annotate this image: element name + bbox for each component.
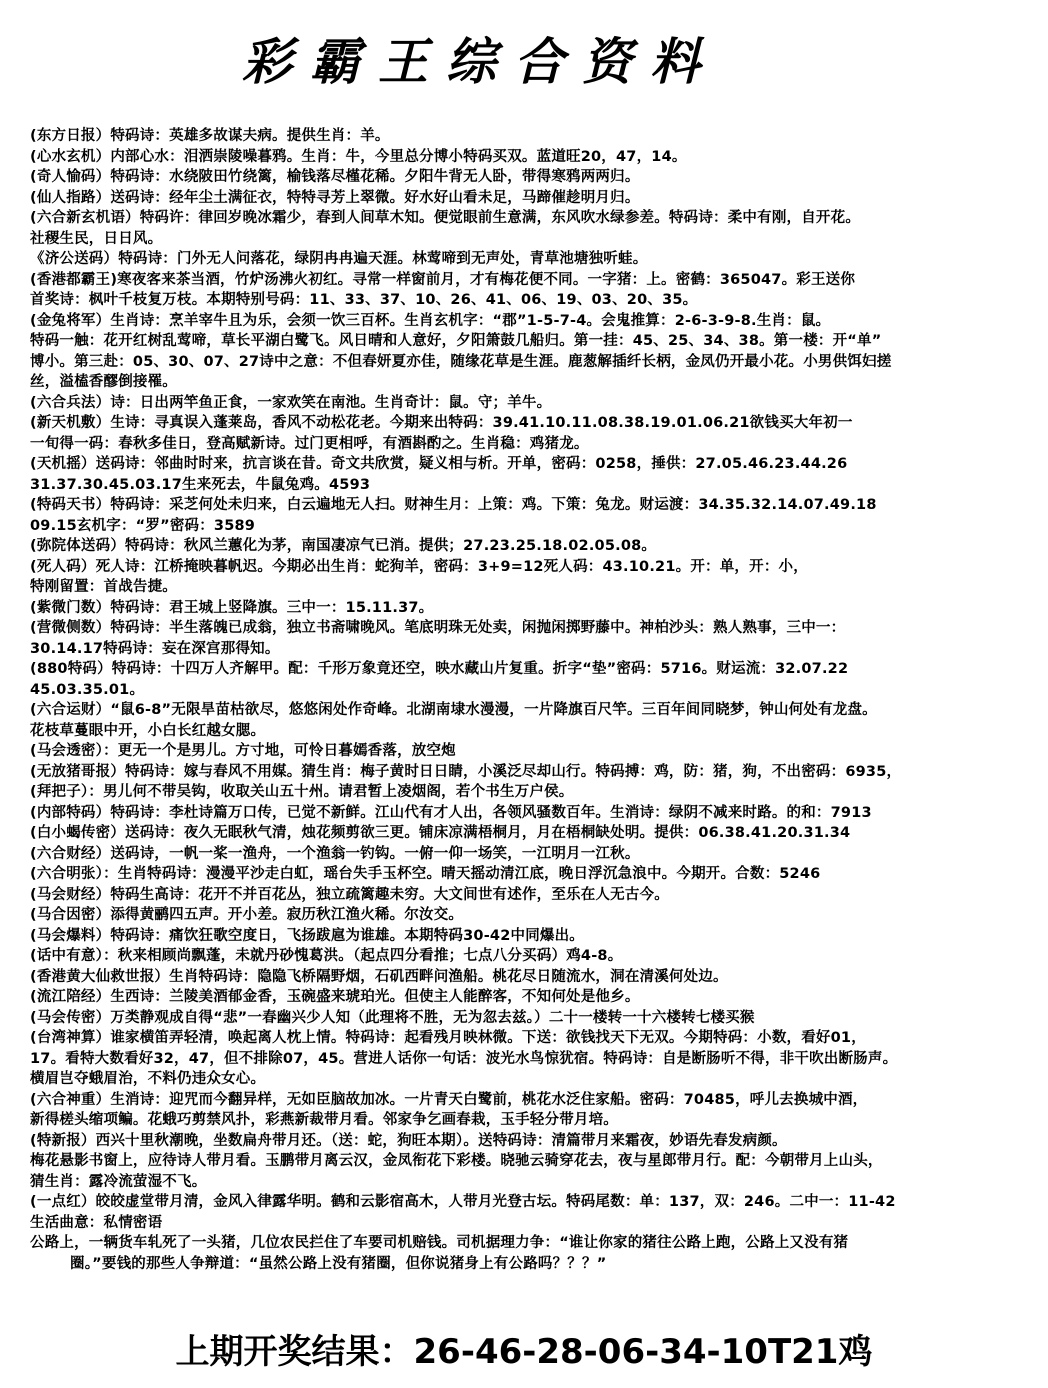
text-line: 17。看特大数看好32，47，但不排除07，45。营进人话你一句话：波光水鸟惊犹宿。特码诗：自是断肠听不得，非干吹出断肠声。 — [30, 1050, 898, 1067]
text-line: (拜把子）：男儿何不带吴钩，收取关山五十州。请君暂上凌烟阁，若个书生万户侯。 — [30, 784, 574, 800]
text-line: 公路上，一辆货车轧死了一头猪，几位农民拦住了车要司机赔钱。司机据理力争：“谁让你家的猪往公路上跑，公路上又没有猪 — [30, 1235, 849, 1251]
text-line: (马合因密）添得黄鹂四五声。开小差。寂历秋江渔火稀。尔汝交。 — [30, 907, 464, 923]
text-line: 博小。第三赴：05、30、07、27诗中之意：不但春妍夏亦佳，随缘花草是生涯。鹿葱解插纤长柄，金凤仍开最小花。小男供饵妇搓 — [30, 353, 892, 370]
text-line: (死人码）死人诗：江桥掩映暮帆迟。今期必出生肖：蛇狗羊，密码：3+9=12死人码：43.10.21。开：单，开：小， — [30, 558, 808, 575]
text-line: 新得槎头缩项鳊。花蛾巧剪禁风扑，彩燕新裁带月看。邻家争乞画春栽，玉手轻分带月培。 — [30, 1112, 618, 1128]
text-line: (六合兵法）诗：日出两竿鱼正食，一家欢笑在南池。生肖奇计：鼠。守；羊牛。 — [30, 394, 552, 411]
document-body — [30, 126, 1046, 1295]
text-line: (马会透密）：更无一个是男儿。方寸地，可怜日暮嫣香落，放空炮 — [30, 743, 456, 759]
last-draw-result: 上期开奖结果：26-46-28-06-34-10T21鸡 — [175, 1332, 873, 1372]
text-line: (马会爆料）特码诗：痛饮狂歌空度日，飞扬跋扈为谁雄。本期特码30-42中同爆出。 — [30, 927, 584, 944]
text-line: (弥院体送码）特码诗：秋风兰蕙化为茅，南国凄凉气已消。提供；27.23.25.18.02.05.08。 — [30, 538, 657, 554]
text-line: (特新报）西兴十里秋潮晚，坐数扁舟带月还。（送：蛇，狗旺本期）。送特码诗：清篇带月来霜夜，妙语先春发病颜。 — [30, 1132, 787, 1149]
text-line: (营微侧数）特码诗：半生落魄已成翁，独立书斋啸晚风。笔底明珠无处卖，闲抛闲掷野藤中。神柏沙头：熟人熟事，三中一： — [30, 620, 846, 636]
text-line: 丝，溢榼香醪倒接罹。 — [30, 374, 177, 390]
text-line: (东方日报）特码诗：英雄多故谋夫病。提供生肖：羊。 — [30, 128, 390, 144]
text-line: 45.03.35.01。 — [30, 681, 145, 698]
text-line: (六合财经）送码诗，一帆一桨一渔舟，一个渔翁一钓钩。一俯一仰一场笑，一江明月一江秋。 — [30, 845, 640, 862]
text-line: 特刚留置：首战告捷。 — [30, 579, 177, 595]
story-paragraph-line — [30, 1274, 1046, 1295]
text-line: (香港黄大仙救世报）生肖特码诗：隐隐飞桥隔野烟，石矶西畔问渔船。桃花尽日随流水，洞在清溪何处边。 — [30, 968, 728, 985]
text-line: (白小蝎传密）送码诗：夜久无眠秋气清，烛花频剪欲三更。铺床凉满梧桐月，月在梧桐缺处明。提供：06.38.41.20.31.34 — [30, 825, 851, 841]
text-line: (一点红）皎皎虚堂带月清，金风入律露华明。鹤和云影宿高木，人带月光登古坛。特码尾数：单：137，双：246。二中一：11-42 — [30, 1194, 896, 1210]
text-line: (六合新玄机语）特码许：律回岁晚冰霜少，春到人间草木知。便觉眼前生意满，东风吹水绿参差。特码诗：柔中有刚，自开花。 — [30, 210, 861, 226]
text-line: 一旬得一码：春秋多佳日，登高赋新诗。过门更相呼，有酒斟酌之。生肖稳：鸡猪龙。 — [30, 435, 589, 452]
text-line: 首奖诗：枫叶千枝复万枝。本期特别号码：11、33、37、10、26、41、06、19、03、20、35。 — [30, 292, 698, 308]
text-line: (新天机敷）生诗：寻真误入蓬莱岛，香风不动松花老。今期来出特码：39.41.10.11.08.38.19.01.06.21欲钱买大年初一 — [30, 415, 853, 431]
story-paragraph-line: 圈。”要钱的那些人争辩道：“虽然公路上没有猪圈，但你说猪身上有公路吗？？？” — [70, 1255, 607, 1272]
text-line: (仙人指路）送码诗：经年尘土满征衣，特特寻芳上翠微。好水好山看未足，马蹄催趁明月归。 — [30, 189, 640, 206]
text-line: 31.37.30.45.03.17生来死去，牛鼠兔鸡。4593 — [30, 476, 371, 493]
text-line: 横眉岂夺蛾眉治，不料仍违众女心。 — [30, 1071, 266, 1087]
text-line: (流江陪经）生西诗：兰陵美酒郁金香，玉碗盛来琥珀光。但使主人能醉客，不知何处是他乡。 — [30, 989, 640, 1005]
text-line: 30.14.17特码诗：妄在深宫那得知。 — [30, 640, 280, 657]
text-line: (内部特码）特码诗：李杜诗篇万口传，已觉不新鲜。江山代有才人出，各领风骚数百年。生消诗：绿阴不减来时路。的和：7913 — [30, 804, 872, 821]
text-line: (香港都霸王)寒夜客来茶当酒，竹炉汤沸火初红。寻常一样窗前月，才有梅花便不同。一字猪：上。密鹤：365047。彩王送你 — [30, 271, 856, 288]
text-line: 社稷生民，日日风。 — [30, 230, 163, 247]
text-line: (马会传密）万类静观成自得“悲”一春幽兴少人知（此理将不胜，无为忽去兹。）二十一楼转一十六楼转七楼买猴 — [30, 1009, 755, 1026]
text-line: (奇人愉码）特码诗：水绕陂田竹绕篱，榆钱落尽槿花稀。夕阳牛背无人卧，带得寒鸦两两归。 — [30, 169, 640, 185]
text-line: 梅花悬影书窗上，应待诗人带月看。玉鹏带月离云汉，金凤衔花下彩楼。晓驰云骑穿花去，夜与星郎带月行。配：今朝带月上山头， — [30, 1153, 883, 1169]
text-line: (马会财经）特码生高诗：花开不并百花丛，独立疏篱趣未穷。大文间世有述作，至乐在人无古今。 — [30, 886, 669, 903]
text-line: 《济公送码）特码诗：门外无人问落花，绿阴冉冉遍天涯。林莺啼到无声处，青草池塘独听蛙。 — [30, 251, 648, 267]
text-line: (心水玄机）内部心水：泪洒崇陵噪暮鸦。生肖：牛，今里总分博小特码买双。蓝道旺20，47，14。 — [30, 148, 687, 165]
page-title: 彩霸王综合资料 — [242, 32, 718, 91]
text-line: (880特码）特码诗：十四万人齐解甲。配：千形万象竟还空，映水藏山片复重。折字“垫”密码：5716。财运流：32.07.22 — [30, 661, 849, 677]
text-line: 09.15玄机字：“罗”密码：3589 — [30, 517, 256, 534]
text-line: (六合神重）生消诗：迎咒而今翻异样，无如臣脑故加冰。一片青天白鹭前，桃花水泛住家船。密码：70485，呼儿去换城中酒， — [30, 1091, 868, 1108]
text-line: 生活曲意：私情密语 — [30, 1214, 163, 1231]
text-line: (六合运财）“鼠6-8”无限旱苗枯欲尽，悠悠闲处作奇峰。北湖南埭水漫漫，一片降旗百尺竿。三百年间同晓梦，钟山何处有龙盘。 — [30, 702, 877, 718]
text-line: (六合明张）：生肖特码诗：漫漫平沙走白虹，瑶台失手玉杯空。晴天摇动清江底，晚日浮沉急浪中。今期开。合数：5246 — [30, 866, 821, 882]
text-line: (话中有意）：秋来相顾尚飘蓬，未就丹砂愧葛洪。（起点四分看推；七点八分买码）鸡4-8。 — [30, 948, 623, 964]
text-line: (特码天书）特码诗：采芝何处未归来，白云遍地无人扫。财神生月：上策：鸡。下策：兔龙。财运渡：34.35.32.14.07.49.18 — [30, 497, 877, 513]
text-line: (紫微门数）特码诗：君王城上竖降旗。三中一：15.11.37。 — [30, 599, 434, 616]
text-line: 特码一触：花开红树乱莺啼，草长平湖白鹭飞。风日晴和人意好，夕阳箫鼓几船归。第一挂：45、25、34、38。第一楼：开“单” — [30, 333, 882, 349]
text-line: 花枝草蔓眼中开，小白长红越女腮。 — [30, 722, 266, 739]
text-line: (台湾神算）谁家横笛弄轻清，唤起离人枕上情。特码诗：起看残月映林微。下送：欲钱找天下无双。今期特码：小数，看好01， — [30, 1030, 866, 1046]
text-line: (天机摇）送码诗：邻曲时时来，抗言谈在昔。奇文共欣赏，疑义相与析。开单，密码：0258，捶供：27.05.46.23.44.26 — [30, 456, 848, 472]
text-line: 猜生肖：露冷流萤湿不飞。 — [30, 1173, 207, 1190]
text-line: (金兔将军）生肖诗：烹羊宰牛且为乐，会须一饮三百杯。生肖玄机字：“郡”1-5-7-4。会鬼推算：2-6-3-9-8.生肖：鼠。 — [30, 312, 831, 329]
text-line: (无放猪哥报）特码诗：嫁与春风不用媒。猜生肖：梅子黄时日日睛，小溪泛尽却山行。特码搏：鸡，防：猪，狗，不出密码：6935， — [30, 763, 902, 780]
